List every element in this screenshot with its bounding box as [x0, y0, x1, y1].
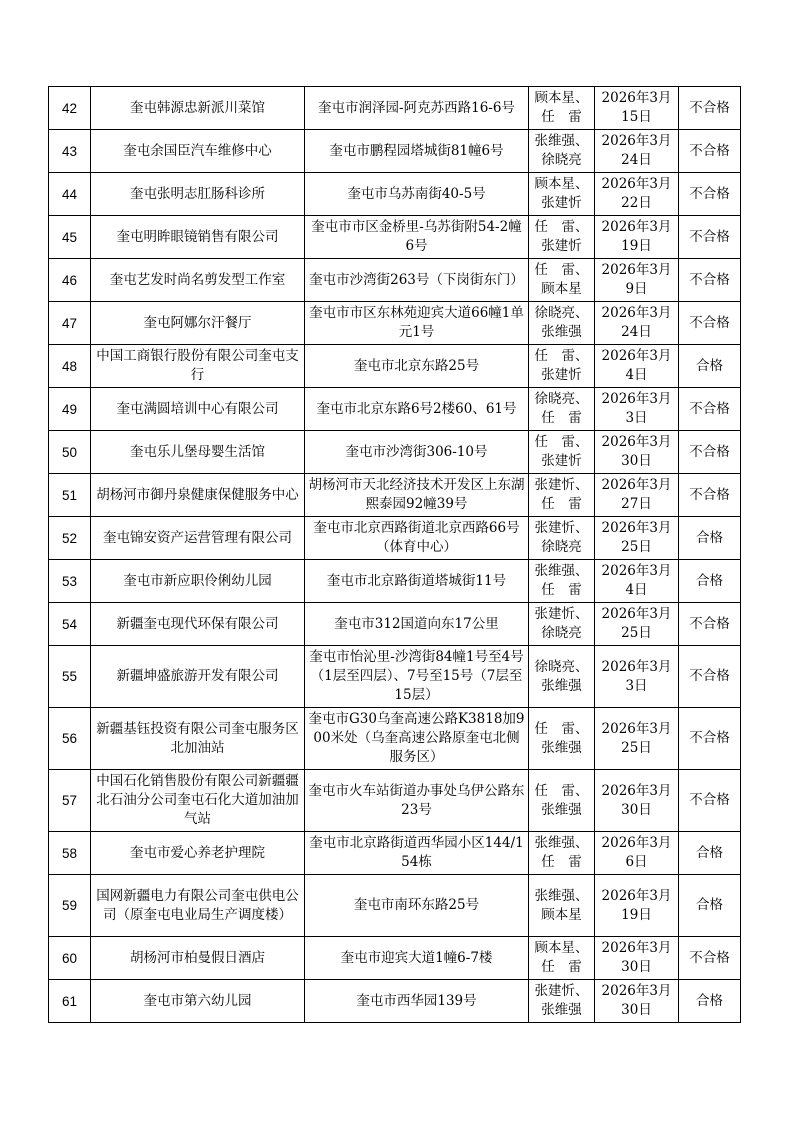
row-number: 43: [49, 130, 91, 173]
unit-address: 奎屯市北京路街道西华园小区144/154栋: [305, 832, 529, 875]
inspectors: 任 雷、张维强: [529, 770, 595, 832]
inspectors: 徐晓亮、任 雷: [529, 388, 595, 431]
inspectors: 任 雷、张建忻: [529, 345, 595, 388]
table-row: [49, 646, 741, 708]
row-number: 57: [49, 770, 91, 832]
inspection-result: 不合格: [679, 302, 741, 345]
unit-address: 奎屯市北京西路街道北京西路66号（体育中心）: [305, 517, 529, 560]
unit-name: 胡杨河市柏曼假日酒店: [91, 937, 305, 980]
inspectors: 徐晓亮、张维强: [529, 302, 595, 345]
row-number: 51: [49, 474, 91, 517]
unit-address: 奎屯市火车站街道办事处乌伊公路东23号: [305, 770, 529, 832]
unit-name: 奎屯阿娜尔汗餐厅: [91, 302, 305, 345]
inspection-result: 不合格: [679, 937, 741, 980]
table-body: [49, 87, 741, 1023]
inspection-result: 不合格: [679, 388, 741, 431]
row-number: 59: [49, 875, 91, 937]
unit-name: 新疆奎屯现代环保有限公司: [91, 603, 305, 646]
inspectors: 任 雷、顾本星: [529, 259, 595, 302]
inspectors: 徐晓亮、张维强: [529, 646, 595, 708]
row-number: 47: [49, 302, 91, 345]
unit-address: 奎屯市北京东路25号: [305, 345, 529, 388]
row-number: 42: [49, 87, 91, 130]
inspection-date: 2026年3月25日: [595, 708, 679, 770]
inspection-result: 不合格: [679, 431, 741, 474]
inspection-result: 合格: [679, 560, 741, 603]
inspection-result: 不合格: [679, 259, 741, 302]
inspection-date: 2026年3月27日: [595, 474, 679, 517]
inspection-result: 不合格: [679, 603, 741, 646]
inspection-date: 2026年3月6日: [595, 832, 679, 875]
inspectors: 任 雷、张建忻: [529, 216, 595, 259]
table-row: [49, 302, 741, 345]
row-number: 44: [49, 173, 91, 216]
unit-name: 奎屯余国臣汽车维修中心: [91, 130, 305, 173]
unit-name: 胡杨河市御丹泉健康保健服务中心: [91, 474, 305, 517]
unit-name: 中国石化销售股份有限公司新疆疆北石油分公司奎屯石化大道加油加气站: [91, 770, 305, 832]
unit-name: 奎屯艺发时尚名剪发型工作室: [91, 259, 305, 302]
inspectors: 顾本星、任 雷: [529, 937, 595, 980]
table-row: [49, 130, 741, 173]
inspection-date: 2026年3月25日: [595, 603, 679, 646]
inspection-result: 合格: [679, 517, 741, 560]
table-row: [49, 875, 741, 937]
row-number: 50: [49, 431, 91, 474]
inspection-result: 合格: [679, 875, 741, 937]
row-number: 53: [49, 560, 91, 603]
inspection-result: 不合格: [679, 173, 741, 216]
table-row: [49, 708, 741, 770]
inspectors: 张维强、任 雷: [529, 560, 595, 603]
table-row: [49, 431, 741, 474]
table-row: [49, 216, 741, 259]
unit-name: 奎屯满圆培训中心有限公司: [91, 388, 305, 431]
inspection-date: 2026年3月3日: [595, 646, 679, 708]
table-row: [49, 87, 741, 130]
inspection-date: 2026年3月25日: [595, 517, 679, 560]
inspectors: 张建忻、张维强: [529, 980, 595, 1023]
unit-address: 奎屯市怡沁里-沙湾街84幢1号至4号（1层至四层）、7号至15号（7层至15层）: [305, 646, 529, 708]
unit-address: 奎屯市北京东路6号2楼60、61号: [305, 388, 529, 431]
table-row: [49, 474, 741, 517]
table-row: [49, 560, 741, 603]
inspection-result: 不合格: [679, 216, 741, 259]
inspection-date: 2026年3月4日: [595, 345, 679, 388]
inspection-table: [48, 86, 741, 1023]
row-number: 61: [49, 980, 91, 1023]
unit-name: 奎屯韩源忠新派川菜馆: [91, 87, 305, 130]
unit-address: 奎屯市G30乌奎高速公路K3818加900米处（乌奎高速公路原奎屯北侧服务区）: [305, 708, 529, 770]
inspection-result: 不合格: [679, 474, 741, 517]
inspection-date: 2026年3月19日: [595, 216, 679, 259]
inspection-date: 2026年3月19日: [595, 875, 679, 937]
unit-address: 奎屯市迎宾大道1幢6-7楼: [305, 937, 529, 980]
inspection-date: 2026年3月9日: [595, 259, 679, 302]
row-number: 60: [49, 937, 91, 980]
inspection-date: 2026年3月3日: [595, 388, 679, 431]
table-row: [49, 770, 741, 832]
inspection-result: 合格: [679, 345, 741, 388]
inspectors: 张建忻、徐晓亮: [529, 603, 595, 646]
table-row: [49, 603, 741, 646]
inspectors: 任 雷、张建忻: [529, 431, 595, 474]
unit-address: 奎屯市鹏程园塔城街81幢6号: [305, 130, 529, 173]
inspection-date: 2026年3月30日: [595, 770, 679, 832]
inspectors: 顾本星、任 雷: [529, 87, 595, 130]
row-number: 46: [49, 259, 91, 302]
row-number: 54: [49, 603, 91, 646]
inspection-result: 不合格: [679, 708, 741, 770]
inspectors: 张建忻、任 雷: [529, 474, 595, 517]
unit-address: 奎屯市沙湾街306-10号: [305, 431, 529, 474]
inspection-result: 不合格: [679, 87, 741, 130]
table-row: [49, 345, 741, 388]
inspectors: 顾本星、张建忻: [529, 173, 595, 216]
inspection-date: 2026年3月22日: [595, 173, 679, 216]
unit-name: 奎屯市爱心养老护理院: [91, 832, 305, 875]
table-row: [49, 259, 741, 302]
unit-address: 奎屯市南环东路25号: [305, 875, 529, 937]
row-number: 56: [49, 708, 91, 770]
inspection-date: 2026年3月30日: [595, 937, 679, 980]
row-number: 58: [49, 832, 91, 875]
unit-address: 胡杨河市天北经济技术开发区上东湖熙泰园92幢39号: [305, 474, 529, 517]
inspection-result: 合格: [679, 832, 741, 875]
inspection-result: 合格: [679, 980, 741, 1023]
inspectors: 任 雷、张维强: [529, 708, 595, 770]
inspectors: 张维强、徐晓亮: [529, 130, 595, 173]
unit-name: 奎屯明眸眼镜销售有限公司: [91, 216, 305, 259]
unit-address: 奎屯市北京路街道塔城街11号: [305, 560, 529, 603]
inspectors: 张维强、顾本星: [529, 875, 595, 937]
inspection-date: 2026年3月24日: [595, 130, 679, 173]
row-number: 45: [49, 216, 91, 259]
inspection-date: 2026年3月15日: [595, 87, 679, 130]
unit-address: 奎屯市市区东林苑迎宾大道66幢1单元1号: [305, 302, 529, 345]
inspection-result: 不合格: [679, 770, 741, 832]
table-row: [49, 937, 741, 980]
unit-name: 奎屯锦安资产运营管理有限公司: [91, 517, 305, 560]
unit-name: 新疆坤盛旅游开发有限公司: [91, 646, 305, 708]
unit-address: 奎屯市市区金桥里-乌苏街附54-2幢6号: [305, 216, 529, 259]
table-row: [49, 832, 741, 875]
inspection-date: 2026年3月24日: [595, 302, 679, 345]
unit-name: 奎屯乐儿堡母婴生活馆: [91, 431, 305, 474]
inspection-date: 2026年3月4日: [595, 560, 679, 603]
inspection-date: 2026年3月30日: [595, 431, 679, 474]
inspection-result: 不合格: [679, 646, 741, 708]
unit-address: 奎屯市沙湾街263号（下岗街东门）: [305, 259, 529, 302]
table-row: [49, 388, 741, 431]
inspection-date: 2026年3月30日: [595, 980, 679, 1023]
inspectors: 张建忻、徐晓亮: [529, 517, 595, 560]
table-row: [49, 980, 741, 1023]
row-number: 49: [49, 388, 91, 431]
row-number: 55: [49, 646, 91, 708]
unit-address: 奎屯市312国道向东17公里: [305, 603, 529, 646]
unit-name: 奎屯市第六幼儿园: [91, 980, 305, 1023]
inspectors: 张维强、任 雷: [529, 832, 595, 875]
inspection-result: 不合格: [679, 130, 741, 173]
unit-name: 新疆基钰投资有限公司奎屯服务区北加油站: [91, 708, 305, 770]
unit-address: 奎屯市西华园139号: [305, 980, 529, 1023]
unit-name: 奎屯市新应职伶俐幼儿园: [91, 560, 305, 603]
unit-name: 国网新疆电力有限公司奎屯供电公司（原奎屯电业局生产调度楼）: [91, 875, 305, 937]
unit-address: 奎屯市乌苏南街40-5号: [305, 173, 529, 216]
table-row: [49, 173, 741, 216]
unit-name: 奎屯张明志肛肠科诊所: [91, 173, 305, 216]
unit-address: 奎屯市润泽园-阿克苏西路16-6号: [305, 87, 529, 130]
row-number: 48: [49, 345, 91, 388]
unit-name: 中国工商银行股份有限公司奎屯支行: [91, 345, 305, 388]
row-number: 52: [49, 517, 91, 560]
table-row: [49, 517, 741, 560]
